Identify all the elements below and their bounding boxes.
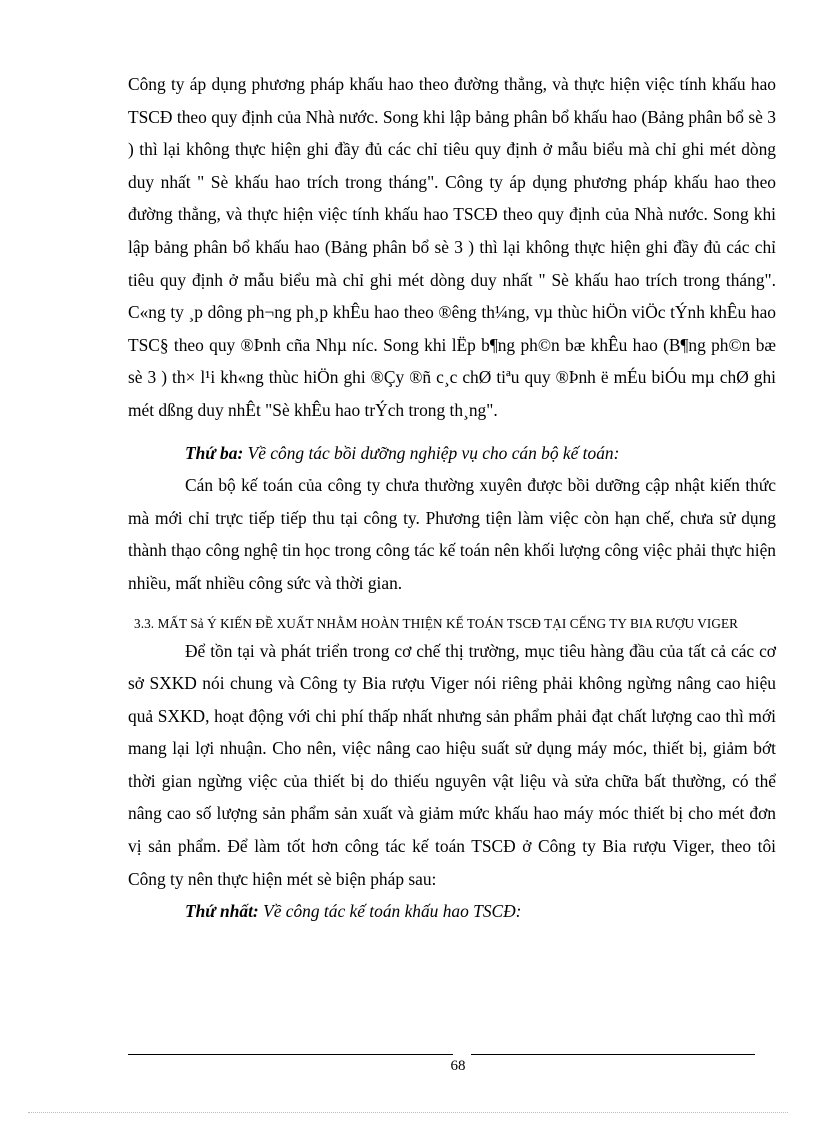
subheading-third bbox=[128, 437, 776, 470]
paragraph-staff-training: Cán bộ kế toán của công ty chưa thường xuyên được bồi dưỡng cập nhật kiến thức mà mới chỉ trực tiếp tiếp thu tại công ty. Phương tiện làm việc còn hạn chế, chưa sử dụng thành thạo công nghệ tin học trong công tác kế toán nên khối lượng công việc phải thực hiện nhiều, mất nhiều công sức và thời gian. bbox=[128, 475, 776, 593]
subheading-first bbox=[128, 895, 776, 928]
subheading-third-label: Thứ ba: bbox=[185, 442, 244, 463]
paragraph-proposals: Để tồn tại và phát triển trong cơ chế thị trường, mục tiêu hàng đầu của tất cả các cơ sở SXKD nói chung và Công ty Bia rượu Viger nói riêng phải không ngừng nâng cao hiệu quả SXKD, hoạt động với chi phí thấp nhất nhưng sản phẩm phải đạt chất lượng cao thì mới mang lại lợi nhuận. Cho nên, việc nâng cao hiệu suất sử dụng máy móc, thiết bị, giảm bớt thời gian ngừng việc của thiết bị do thiếu nguyên vật liệu và sửa chữa bất thường, có thể nâng cao số lượng sản phẩm sản xuất và giảm mức khấu hao máy móc thiết bị cho mét đơn vị sản phẩm. Để làm tốt hơn công tác kế toán TSCĐ ở Công ty Bia rượu Viger, theo tôi Công ty nên thực hiện mét sè biện pháp sau: bbox=[128, 640, 776, 889]
page-content bbox=[128, 68, 776, 928]
section-heading: 3.3. MẤT Sả Ý KIẾN ĐỀ XUẤT NHẰM HOÀN THIỆN KẾ TOÁN TSCĐ TẠI CẾNG TY BIA RƯỢU VIGER bbox=[134, 615, 739, 631]
paragraph-depreciation-method: Công ty áp dụng phương pháp khấu hao theo đường thẳng, và thực hiện việc tính khấu hao TSCĐ theo quy định của Nhà nước. Song khi lập bảng phân bổ khấu hao (Bảng phân bổ sè 3 ) thì lại không thực hiện ghi đầy đủ các chỉ tiêu quy định ở mẫu biểu mà chỉ ghi mét dòng duy nhất " Sè khấu hao trích trong tháng". Công ty áp dụng phương pháp khấu hao theo đường thẳng, và thực hiện việc tính khấu hao TSCĐ theo quy định của Nhà nước. Song khi lập bảng phân bổ khấu hao (Bảng phân bổ sè 3 ) thì lại không thực hiện ghi đầy đủ các chỉ tiêu quy định ở mẫu biểu mà chỉ ghi mét dòng duy nhất " Sè khấu hao trích trong tháng". C«ng ty ¸p dông ph¬ng ph¸p khÊu hao theo ®êng th¼ng, vµ thùc hiÖn viÖc tÝnh khÊu hao TSC§ theo quy ®Þnh cña Nhµ níc. Song khi lËp b¶ng ph©n bæ khÊu hao (B¶ng ph©n bæ sè 3 ) th× l¹i kh«ng thùc hiÖn ghi ®Çy ®ñ c¸c chØ tiªu quy ®Þnh ë mÉu biÓu mµ chØ ghi mét dßng duy nhÊt "Sè khÊu hao trÝch trong th¸ng". bbox=[128, 74, 776, 420]
subheading-first-text: Về công tác kế toán khấu hao TSCĐ: bbox=[258, 901, 522, 922]
footer-rule-left bbox=[128, 1054, 453, 1055]
footer-rule-right bbox=[471, 1054, 755, 1055]
subheading-third-text: Về công tác bồi dưỡng nghiệp vụ cho cán bộ kế toán: bbox=[243, 442, 620, 463]
page-bottom-border bbox=[28, 1112, 788, 1113]
subheading-first-label: Thứ nhất: bbox=[185, 901, 259, 922]
page-number: 68 bbox=[450, 1058, 466, 1074]
